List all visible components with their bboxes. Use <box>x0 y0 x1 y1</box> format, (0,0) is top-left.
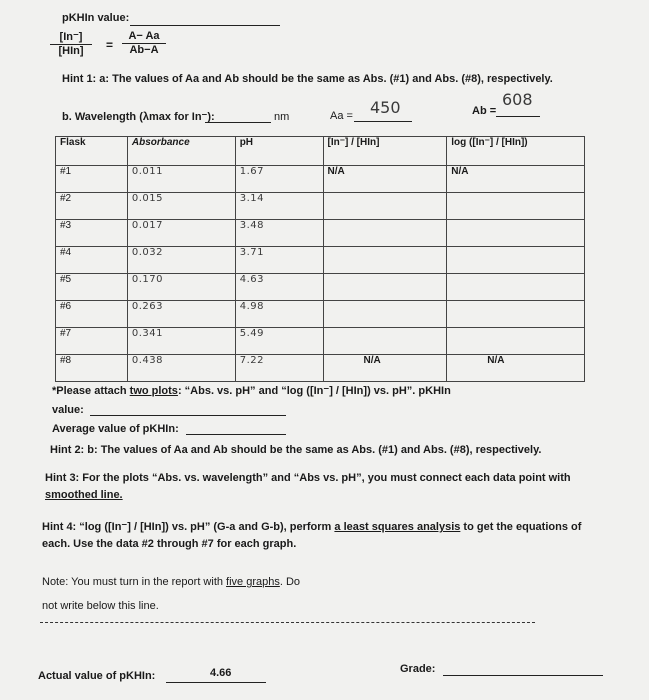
hint4-underlined: a least squares analysis <box>334 521 461 533</box>
cell-flask: #5 <box>56 274 128 301</box>
hint4-prefix: Hint 4: “log ([In⁻] / [HIn]) vs. pH” (G-a and G-b), perform <box>42 521 335 533</box>
wavelength-label: b. Wavelength (λmax for In⁻): <box>62 111 215 123</box>
hint1-text: Hint 1: a: The values of Aa and Ab should be the same as Abs. (#1) and Abs. (#8), respectively. <box>62 73 553 85</box>
fraction-left <box>50 30 92 57</box>
cell-ph[interactable]: 3.71 <box>235 247 323 274</box>
table-row <box>56 301 585 328</box>
cell-log[interactable] <box>447 301 585 328</box>
fraction-right-denominator: Ab−A <box>129 44 159 56</box>
header-ph: pH <box>235 137 323 166</box>
cell-log[interactable]: N/A <box>447 166 585 193</box>
cell-log[interactable] <box>447 193 585 220</box>
cell-absorbance[interactable]: 0.017 <box>127 220 235 247</box>
data-table <box>55 136 585 382</box>
table-row <box>56 328 585 355</box>
table-row <box>56 274 585 301</box>
cell-ph[interactable]: 3.48 <box>235 220 323 247</box>
table-row <box>56 166 585 193</box>
cell-ratio[interactable] <box>323 328 447 355</box>
aa-label: Aa = <box>330 110 353 122</box>
actual-pkhin-label: Actual value of pKHIn: <box>38 670 156 682</box>
cell-absorbance[interactable]: 0.263 <box>127 301 235 328</box>
wavelength-blank[interactable] <box>205 122 271 123</box>
nm-unit: nm <box>274 111 290 123</box>
attach-plots-note <box>52 384 451 397</box>
fraction-left-numerator: [In⁻] <box>50 30 92 45</box>
table-row <box>56 355 585 382</box>
aa-blank[interactable] <box>354 121 412 122</box>
hint3-underline-text: smoothed line. <box>45 489 123 501</box>
cell-ph[interactable]: 4.63 <box>235 274 323 301</box>
cell-ph[interactable]: 4.98 <box>235 301 323 328</box>
value-blank[interactable] <box>90 415 286 416</box>
grade-label: Grade: <box>400 663 436 675</box>
actual-pkhin-value: 4.66 <box>210 667 232 679</box>
ab-blank[interactable] <box>496 116 540 117</box>
fraction-right-numerator: A− Aa <box>122 30 166 44</box>
equals-sign: = <box>106 38 114 52</box>
cell-ph[interactable]: 7.22 <box>235 355 323 382</box>
grade-blank[interactable] <box>443 675 603 676</box>
cell-ratio[interactable] <box>323 220 447 247</box>
cell-flask: #7 <box>56 328 128 355</box>
cell-ratio[interactable] <box>323 247 447 274</box>
note-prefix: Note: You must turn in the report with <box>42 576 227 588</box>
average-label: Average value of pKHIn: <box>52 423 179 435</box>
fraction-left-denominator: [HIn] <box>58 45 84 57</box>
cell-ph[interactable]: 1.67 <box>235 166 323 193</box>
cell-log[interactable] <box>447 247 585 274</box>
cell-flask: #1 <box>56 166 128 193</box>
cell-log[interactable] <box>447 220 585 247</box>
header-log: log ([In⁻] / [HIn]) <box>447 137 585 166</box>
cell-log[interactable] <box>447 274 585 301</box>
cell-absorbance[interactable]: 0.341 <box>127 328 235 355</box>
aa-value: 450 <box>370 98 401 117</box>
hint3-underlined <box>45 489 123 501</box>
hint4-text <box>42 520 581 533</box>
cell-ph[interactable]: 3.14 <box>235 193 323 220</box>
cell-log[interactable]: N/A <box>447 355 585 382</box>
cell-absorbance[interactable]: 0.011 <box>127 166 235 193</box>
hint3-text: Hint 3: For the plots “Abs. vs. wavelength” and “Abs vs. pH”, you must connect each data point with <box>45 472 571 484</box>
header-flask: Flask <box>56 137 128 166</box>
note-suffix: . Do <box>279 576 301 588</box>
cell-absorbance[interactable]: 0.438 <box>127 355 235 382</box>
cell-flask: #3 <box>56 220 128 247</box>
cell-flask: #6 <box>56 301 128 328</box>
ab-value: 608 <box>502 90 533 109</box>
hint4-line2: each. Use the data #2 through #7 for each graph. <box>42 538 297 550</box>
actual-pkhin-blank[interactable] <box>166 682 266 683</box>
note-underlined: five graphs <box>226 576 280 588</box>
cell-flask: #8 <box>56 355 128 382</box>
ab-label: Ab = <box>472 105 497 117</box>
table-row <box>56 193 585 220</box>
table-row <box>56 247 585 274</box>
cell-ratio[interactable]: N/A <box>323 355 447 382</box>
header-absorbance: Absorbance <box>127 137 235 166</box>
cut-line-divider <box>40 622 535 623</box>
cell-absorbance[interactable]: 0.170 <box>127 274 235 301</box>
attach-prefix: *Please attach <box>52 385 130 397</box>
cell-ratio[interactable]: N/A <box>323 166 447 193</box>
cell-ph[interactable]: 5.49 <box>235 328 323 355</box>
attach-suffix: : “Abs. vs. pH” and “log ([In⁻] / [HIn]) vs. pH”. pKHIn <box>177 385 451 397</box>
cell-absorbance[interactable]: 0.032 <box>127 247 235 274</box>
average-blank[interactable] <box>186 434 286 435</box>
attach-underlined: two plots <box>129 385 178 397</box>
cell-absorbance[interactable]: 0.015 <box>127 193 235 220</box>
cell-flask: #4 <box>56 247 128 274</box>
fraction-right <box>122 30 166 56</box>
table-row <box>56 220 585 247</box>
value-label: value: <box>52 404 84 416</box>
hint2-text: Hint 2: b: The values of Aa and Ab should be the same as Abs. (#1) and Abs. (#8), respectively. <box>50 444 542 456</box>
cell-ratio[interactable] <box>323 193 447 220</box>
note-line1 <box>42 576 300 588</box>
header-ratio: [In⁻] / [HIn] <box>323 137 447 166</box>
pkhin-value-blank[interactable] <box>130 25 280 26</box>
cell-flask: #2 <box>56 193 128 220</box>
note-line2: not write below this line. <box>42 600 159 612</box>
pkhin-value-label: pKHIn value: <box>62 12 130 24</box>
cell-log[interactable] <box>447 328 585 355</box>
cell-ratio[interactable] <box>323 274 447 301</box>
cell-ratio[interactable] <box>323 301 447 328</box>
hint4-suffix: to get the equations of <box>460 521 582 533</box>
table-header-row <box>56 137 585 166</box>
